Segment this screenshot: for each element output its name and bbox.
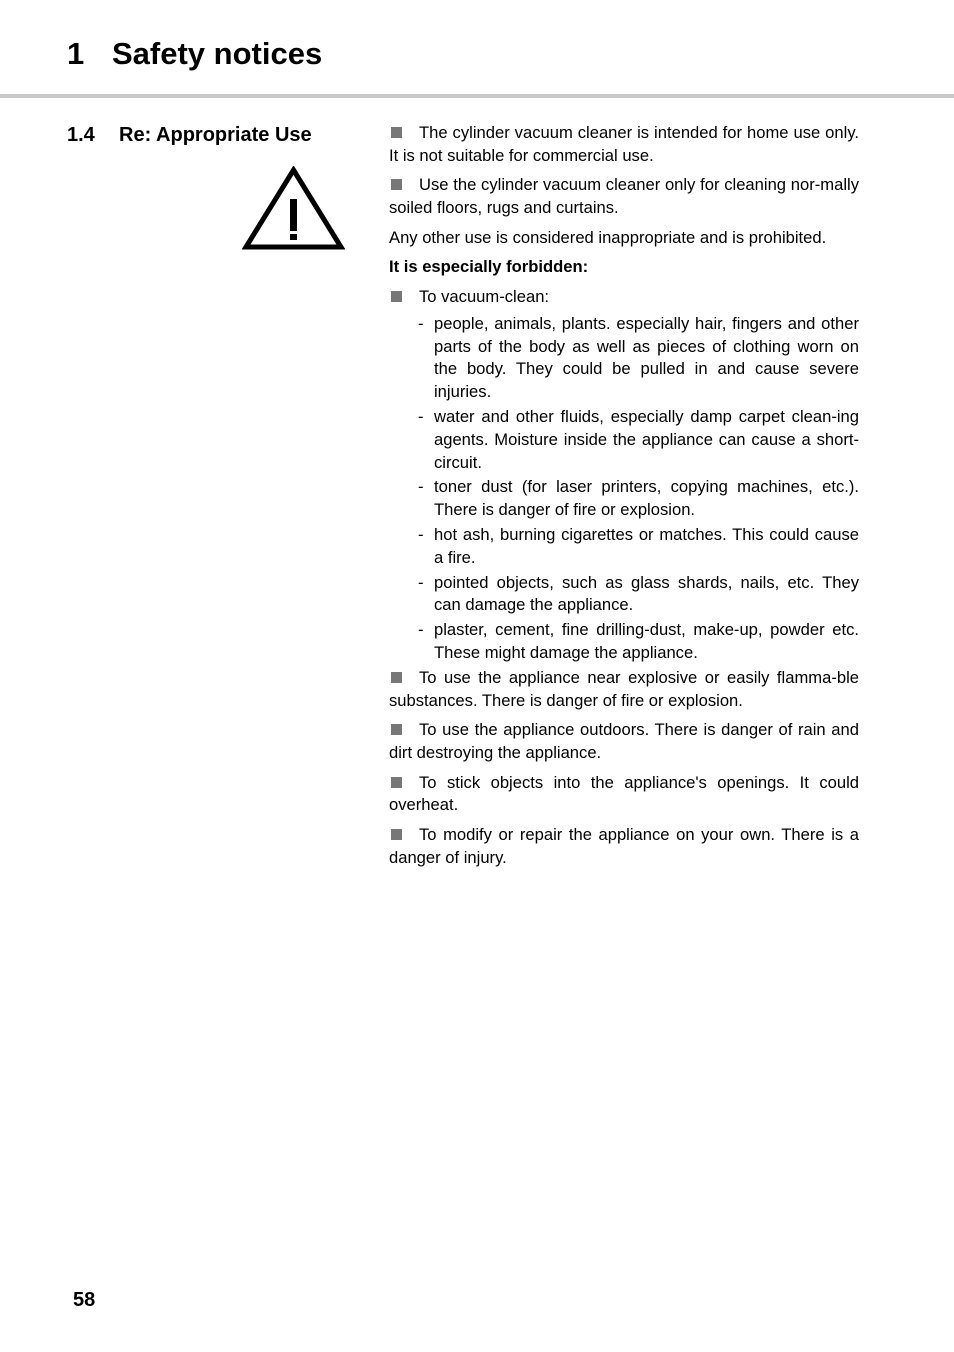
- chapter-number: 1: [67, 36, 85, 71]
- bullet-item: [389, 286, 859, 309]
- bullet-text: Use the cylinder vacuum cleaner only for cleaning nor-mally soiled floors, rugs and curtains.: [389, 175, 859, 218]
- square-bullet-icon: [391, 127, 402, 138]
- sublist-item: [418, 619, 859, 665]
- sublist-item: [418, 476, 859, 522]
- content-column: [389, 122, 859, 876]
- dash-marker: -: [418, 406, 424, 426]
- dash-marker: -: [418, 572, 424, 592]
- sublist-item: [418, 313, 859, 404]
- bullet-item: [389, 772, 859, 818]
- prohibition-statement: Any other use is considered inappropriate and is prohibited.: [389, 227, 827, 247]
- sublist-text: plaster, cement, fine drilling-dust, make-up, powder etc. These might damage the appliance.: [434, 620, 859, 662]
- sublist-text: hot ash, burning cigarettes or matches. This could cause a fire.: [434, 524, 859, 567]
- section-title-text: Re: Appropriate Use: [119, 124, 312, 146]
- sublist-item: [418, 524, 859, 570]
- chapter-title-text: Safety notices: [112, 36, 323, 71]
- dash-marker: -: [418, 524, 424, 544]
- chapter-header: [0, 0, 954, 98]
- bullet-text: To vacuum-clean:: [419, 286, 550, 306]
- sublist-text: toner dust (for laser printers, copying machines, etc.). There is danger of fire or explosion.: [434, 477, 859, 520]
- bullet-text: To stick objects into the appliance's openings. It could overheat.: [389, 772, 859, 815]
- square-bullet-icon: [391, 724, 402, 735]
- bullet-text: To modify or repair the appliance on your own. There is a danger of injury.: [389, 824, 859, 867]
- bullet-item: [389, 667, 859, 713]
- dash-marker: -: [418, 620, 424, 640]
- sublist-item: [418, 572, 859, 618]
- bullet-item: [389, 122, 859, 168]
- bullet-text: To use the appliance near explosive or easily flamma-ble substances. There is danger of fire or explosion.: [389, 667, 859, 710]
- bullet-item: [389, 174, 859, 220]
- sublist-text: pointed objects, such as glass shards, nails, etc. They can damage the appliance.: [434, 572, 859, 615]
- forbidden-heading: It is especially forbidden:: [389, 257, 589, 277]
- square-bullet-icon: [391, 179, 402, 190]
- chapter-title: [67, 36, 322, 72]
- section-number: 1.4: [67, 124, 95, 146]
- sublist-item: [418, 406, 859, 474]
- square-bullet-icon: [391, 291, 402, 302]
- sublist-text: people, animals, plants. especially hair, fingers and other parts of the body as well as pieces of clothing worn on the body. They could be pulled in and cause severe injuries.: [434, 313, 859, 402]
- vacuum-sublist: [389, 313, 859, 665]
- square-bullet-icon: [391, 829, 402, 840]
- sublist-text: water and other fluids, especially damp carpet clean-ing agents. Moisture inside the appliance can cause a short-circuit.: [434, 406, 859, 472]
- dash-marker: -: [418, 313, 424, 333]
- bullet-text: The cylinder vacuum cleaner is intended for home use only. It is not suitable for commercial use.: [389, 123, 859, 165]
- bullet-item: [389, 719, 859, 765]
- bullet-item: [389, 824, 859, 870]
- section-title: [67, 122, 312, 148]
- warning-triangle-icon: [242, 166, 345, 251]
- dash-marker: -: [418, 477, 424, 497]
- square-bullet-icon: [391, 672, 402, 683]
- page-number: 58: [73, 1289, 96, 1311]
- bullet-text: To use the appliance outdoors. There is danger of rain and dirt destroying the appliance.: [389, 720, 859, 762]
- square-bullet-icon: [391, 777, 402, 788]
